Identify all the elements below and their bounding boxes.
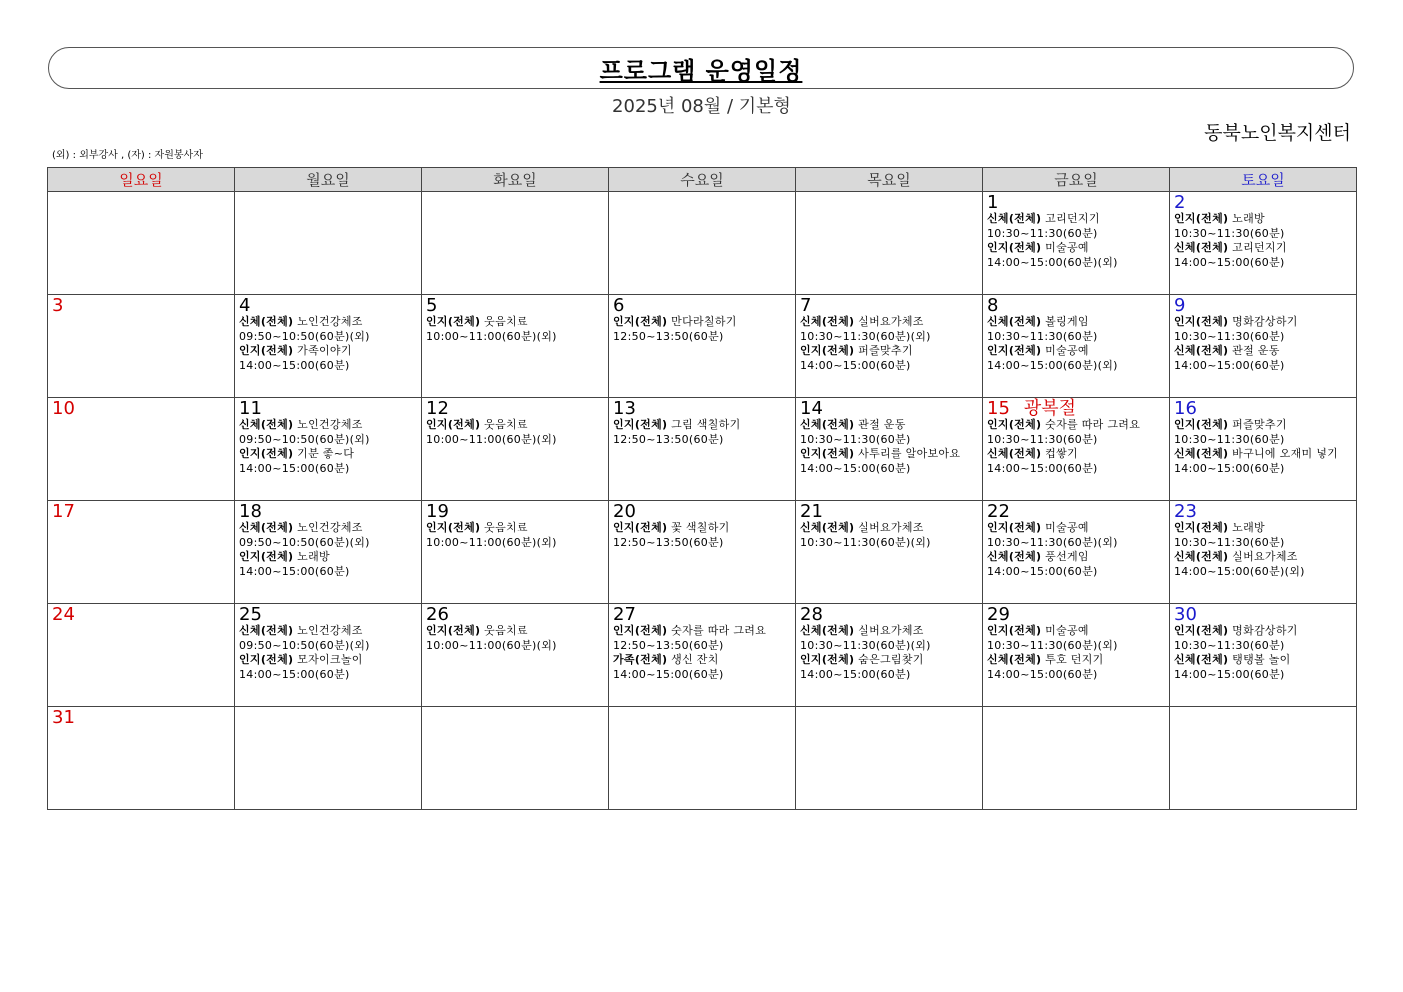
event-name: 노래방 [1232,212,1265,225]
event-title [1174,344,1352,359]
event-name: 바구니에 오재미 넣기 [1232,447,1339,460]
day-number: 1 [987,192,999,213]
event-category: 인지(전체) [426,624,481,637]
calendar-day-cell [983,295,1170,398]
event-time: 14:00~15:00(60분) [239,461,350,475]
event-title [1174,418,1352,433]
event-name: 미술공예 [1045,241,1089,254]
event-name: 고리던지기 [1045,212,1100,225]
event-title [1174,447,1352,462]
event-time: 14:00~15:00(60분) [800,667,911,681]
calendar-day-cell [796,398,983,501]
day-number: 9 [1174,295,1186,316]
day-number: 20 [613,501,636,522]
event-name: 실버요가체조 [1232,550,1298,563]
event-time: 14:00~15:00(60분) [1174,667,1285,681]
event-time: 12:50~13:50(60분) [613,432,724,446]
event-time: 10:30~11:30(60분) [1174,535,1285,549]
event-name: 노인건강체조 [297,315,363,328]
calendar-day-cell [796,707,983,810]
day-number: 18 [239,501,262,522]
event-time: 10:00~11:00(60분)(외) [426,432,557,446]
event-category: 신체(전체) [987,315,1042,328]
day-number: 10 [52,398,75,419]
event-time: 10:30~11:30(60분)(외) [800,329,931,343]
event-category: 신체(전체) [239,521,294,534]
event-name: 퍼즐맞추기 [858,344,913,357]
event-category: 인지(전체) [426,521,481,534]
event-time: 14:00~15:00(60분) [1174,255,1285,269]
event-name: 노인건강체조 [297,521,363,534]
page-title: 프로그램 운영일정 [599,56,803,85]
event-title [239,653,417,668]
calendar-day-cell [609,398,796,501]
day-number: 27 [613,604,636,625]
event-time: 10:30~11:30(60분) [1174,638,1285,652]
event-title [987,653,1165,668]
calendar-day-cell [1170,604,1357,707]
weekday-header-row [48,168,1357,192]
event-time: 10:00~11:00(60분)(외) [426,638,557,652]
event-time: 14:00~15:00(60분) [239,564,350,578]
event-title [239,418,417,433]
event-category: 신체(전체) [239,418,294,431]
calendar-week-row [48,398,1357,501]
calendar-week-row [48,192,1357,295]
weekday-header-fri: 금요일 [983,168,1170,192]
day-number: 15 [987,398,1010,419]
event-category: 인지(전체) [987,521,1042,534]
title-banner [48,47,1354,89]
holiday-label: 광복절 [1023,398,1077,419]
event-category: 신체(전체) [800,624,855,637]
day-number: 19 [426,501,449,522]
event-title [987,521,1165,536]
event-title [1174,315,1352,330]
event-category: 신체(전체) [239,624,294,637]
event-time: 10:00~11:00(60분)(외) [426,329,557,343]
calendar-day-cell [609,295,796,398]
event-title [987,315,1165,330]
event-time: 12:50~13:50(60분) [613,535,724,549]
event-category: 인지(전체) [1174,212,1229,225]
calendar-day-cell [796,295,983,398]
event-time: 14:00~15:00(60분) [239,358,350,372]
event-name: 만다라칠하기 [671,315,737,328]
event-name: 실버요가체조 [858,624,924,637]
event-time: 10:30~11:30(60분) [987,329,1098,343]
calendar-day-cell [235,501,422,604]
event-time: 14:00~15:00(60분) [987,667,1098,681]
event-time: 10:30~11:30(60분) [800,432,911,446]
event-title [239,550,417,565]
day-number: 8 [987,295,999,316]
day-number: 17 [52,501,75,522]
day-number: 21 [800,501,823,522]
event-title [426,418,604,433]
event-time: 12:50~13:50(60분) [613,638,724,652]
event-title [800,624,978,639]
event-time: 10:00~11:00(60분)(외) [426,535,557,549]
calendar-day-cell [983,192,1170,295]
calendar-day-cell [1170,295,1357,398]
event-time: 10:30~11:30(60분)(외) [987,535,1118,549]
event-title [800,521,978,536]
event-category: 인지(전체) [426,418,481,431]
event-name: 고리던지기 [1232,241,1287,254]
event-time: 14:00~15:00(60분) [800,358,911,372]
event-title [613,653,791,668]
event-title [1174,521,1352,536]
day-number: 12 [426,398,449,419]
day-number: 24 [52,604,75,625]
calendar-day-cell [796,501,983,604]
day-number: 29 [987,604,1010,625]
event-category: 신체(전체) [987,550,1042,563]
event-category: 신체(전체) [987,653,1042,666]
event-category: 인지(전체) [1174,521,1229,534]
calendar-day-cell [422,707,609,810]
event-name: 웃음치료 [484,315,528,328]
event-name: 노래방 [1232,521,1265,534]
event-category: 신체(전체) [1174,653,1229,666]
event-category: 인지(전체) [800,344,855,357]
day-number: 3 [52,295,64,316]
event-name: 실버요가체조 [858,315,924,328]
day-number: 31 [52,707,75,728]
event-time: 14:00~15:00(60분) [800,461,911,475]
calendar-day-cell [422,604,609,707]
calendar-day-cell [235,604,422,707]
event-category: 인지(전체) [1174,418,1229,431]
calendar-day-cell [48,398,235,501]
day-number: 26 [426,604,449,625]
event-title [987,344,1165,359]
event-time: 14:00~15:00(60분)(외) [987,358,1118,372]
event-title [800,653,978,668]
event-time: 10:30~11:30(60분)(외) [800,638,931,652]
calendar-day-cell [48,707,235,810]
event-category: 인지(전체) [987,241,1042,254]
legend-note: (외) : 외부강사 , (자) : 자원봉사자 [52,150,203,161]
event-title [987,447,1165,462]
event-name: 웃음치료 [484,624,528,637]
event-name: 노래방 [297,550,330,563]
event-category: 신체(전체) [1174,550,1229,563]
event-title [239,521,417,536]
event-title [613,418,791,433]
event-title [613,521,791,536]
event-title [239,315,417,330]
event-category: 인지(전체) [800,653,855,666]
event-category: 신체(전체) [800,315,855,328]
calendar-day-cell [983,501,1170,604]
event-time: 14:00~15:00(60분) [987,564,1098,578]
event-time: 14:00~15:00(60분)(외) [987,255,1118,269]
event-name: 미술공예 [1045,344,1089,357]
day-number: 25 [239,604,262,625]
event-name: 생신 잔치 [671,653,719,666]
day-number: 6 [613,295,625,316]
event-title [426,315,604,330]
event-name: 컵쌓기 [1045,447,1078,460]
event-title [987,241,1165,256]
event-title [987,624,1165,639]
event-name: 퍼즐맞추기 [1232,418,1287,431]
event-category: 인지(전체) [987,624,1042,637]
calendar-day-cell [609,501,796,604]
weekday-header-sun: 일요일 [48,168,235,192]
event-name: 웃음치료 [484,418,528,431]
event-category: 인지(전체) [800,447,855,460]
event-name: 풍선게임 [1045,550,1089,563]
event-name: 관절 운동 [858,418,906,431]
calendar-day-cell [1170,192,1357,295]
event-category: 인지(전체) [1174,624,1229,637]
calendar-day-cell [983,707,1170,810]
event-title [613,315,791,330]
calendar-day-cell [48,192,235,295]
calendar-day-cell [609,192,796,295]
event-name: 숫자를 따라 그려요 [671,624,767,637]
center-name: 동북노인복지센터 [1204,122,1351,144]
event-name: 모자이크놀이 [297,653,363,666]
event-category: 인지(전체) [239,447,294,460]
calendar-day-cell [1170,707,1357,810]
day-number: 7 [800,295,812,316]
event-name: 미술공예 [1045,521,1089,534]
calendar-day-cell [422,398,609,501]
event-name: 노인건강체조 [297,418,363,431]
event-name: 기분 좋~다 [297,447,355,460]
event-title [987,550,1165,565]
calendar-week-row [48,604,1357,707]
calendar-day-cell [609,707,796,810]
calendar-day-cell [235,295,422,398]
day-number: 16 [1174,398,1197,419]
day-number: 13 [613,398,636,419]
event-category: 인지(전체) [426,315,481,328]
event-category: 신체(전체) [1174,447,1229,460]
event-title [800,344,978,359]
calendar-day-cell [48,501,235,604]
event-title [1174,241,1352,256]
event-name: 미술공예 [1045,624,1089,637]
calendar-day-cell [422,501,609,604]
event-category: 인지(전체) [613,521,668,534]
calendar-day-cell [796,192,983,295]
day-number: 28 [800,604,823,625]
day-number: 4 [239,295,251,316]
event-title [1174,624,1352,639]
event-time: 09:50~10:50(60분)(외) [239,329,370,343]
event-name: 숫자를 따라 그려요 [1045,418,1141,431]
calendar-day-cell [235,707,422,810]
day-number: 5 [426,295,438,316]
event-name: 웃음치료 [484,521,528,534]
event-category: 인지(전체) [613,418,668,431]
weekday-header-tue: 화요일 [422,168,609,192]
event-category: 신체(전체) [987,447,1042,460]
event-name: 실버요가체조 [858,521,924,534]
event-title [426,521,604,536]
calendar-day-cell [1170,398,1357,501]
event-title [239,344,417,359]
event-name: 투호 던지기 [1045,653,1104,666]
event-time: 09:50~10:50(60분)(외) [239,432,370,446]
event-title [800,315,978,330]
calendar-day-cell [235,192,422,295]
event-category: 신체(전체) [239,315,294,328]
event-category: 가족(전체) [613,653,668,666]
calendar-day-cell [422,192,609,295]
event-category: 인지(전체) [987,344,1042,357]
event-category: 신체(전체) [1174,241,1229,254]
event-category: 신체(전체) [987,212,1042,225]
day-number: 2 [1174,192,1186,213]
event-title [613,624,791,639]
event-category: 인지(전체) [613,315,668,328]
event-category: 인지(전체) [239,550,294,563]
day-number: 14 [800,398,823,419]
event-time: 09:50~10:50(60분)(외) [239,535,370,549]
event-title [1174,550,1352,565]
calendar-day-cell [1170,501,1357,604]
event-time: 10:30~11:30(60분) [1174,432,1285,446]
event-time: 14:00~15:00(60분) [239,667,350,681]
event-time: 10:30~11:30(60분) [1174,329,1285,343]
event-time: 10:30~11:30(60분)(외) [800,535,931,549]
event-title [426,624,604,639]
event-name: 명화감상하기 [1232,315,1298,328]
event-time: 12:50~13:50(60분) [613,329,724,343]
event-time: 10:30~11:30(60분)(외) [987,638,1118,652]
event-title [987,418,1165,433]
event-title [987,212,1165,227]
calendar-day-cell [983,398,1170,501]
calendar-day-cell [609,604,796,707]
weekday-header-thu: 목요일 [796,168,983,192]
calendar-table [47,167,1357,810]
event-name: 숨은그림찾기 [858,653,924,666]
event-time: 14:00~15:00(60분) [1174,358,1285,372]
event-time: 14:00~15:00(60분) [987,461,1098,475]
event-name: 탱탱볼 놀이 [1232,653,1291,666]
event-time: 14:00~15:00(60분)(외) [1174,564,1305,578]
event-category: 인지(전체) [613,624,668,637]
calendar-body [48,192,1357,810]
event-title [1174,212,1352,227]
event-category: 신체(전체) [1174,344,1229,357]
event-category: 신체(전체) [800,521,855,534]
event-title [239,447,417,462]
event-title [239,624,417,639]
day-number: 23 [1174,501,1197,522]
event-name: 꽃 색칠하기 [671,521,730,534]
calendar-week-row [48,295,1357,398]
calendar-day-cell [235,398,422,501]
event-name: 가족이야기 [297,344,352,357]
event-name: 그림 색칠하기 [671,418,741,431]
calendar-day-cell [796,604,983,707]
event-title [800,418,978,433]
event-name: 사투리를 알아보아요 [858,447,961,460]
day-number: 11 [239,398,262,419]
event-category: 인지(전체) [1174,315,1229,328]
event-category: 인지(전체) [239,344,294,357]
calendar-day-cell [422,295,609,398]
event-category: 인지(전체) [987,418,1042,431]
event-name: 볼링게임 [1045,315,1089,328]
event-time: 09:50~10:50(60분)(외) [239,638,370,652]
event-name: 노인건강체조 [297,624,363,637]
event-name: 명화감상하기 [1232,624,1298,637]
event-category: 신체(전체) [800,418,855,431]
weekday-header-wed: 수요일 [609,168,796,192]
event-time: 14:00~15:00(60분) [1174,461,1285,475]
event-name: 관절 운동 [1232,344,1280,357]
event-category: 인지(전체) [239,653,294,666]
event-time: 14:00~15:00(60분) [613,667,724,681]
day-number: 30 [1174,604,1197,625]
event-title [800,447,978,462]
event-time: 10:30~11:30(60분) [987,226,1098,240]
weekday-header-sat: 토요일 [1170,168,1357,192]
calendar-week-row [48,707,1357,810]
schedule-subtitle: 2025년 08월 / 기본형 [612,96,791,117]
calendar-day-cell [48,604,235,707]
event-title [1174,653,1352,668]
calendar-week-row [48,501,1357,604]
event-time: 10:30~11:30(60분) [987,432,1098,446]
weekday-header-mon: 월요일 [235,168,422,192]
event-time: 10:30~11:30(60분) [1174,226,1285,240]
day-number: 22 [987,501,1010,522]
calendar-day-cell [983,604,1170,707]
calendar-day-cell [48,295,235,398]
